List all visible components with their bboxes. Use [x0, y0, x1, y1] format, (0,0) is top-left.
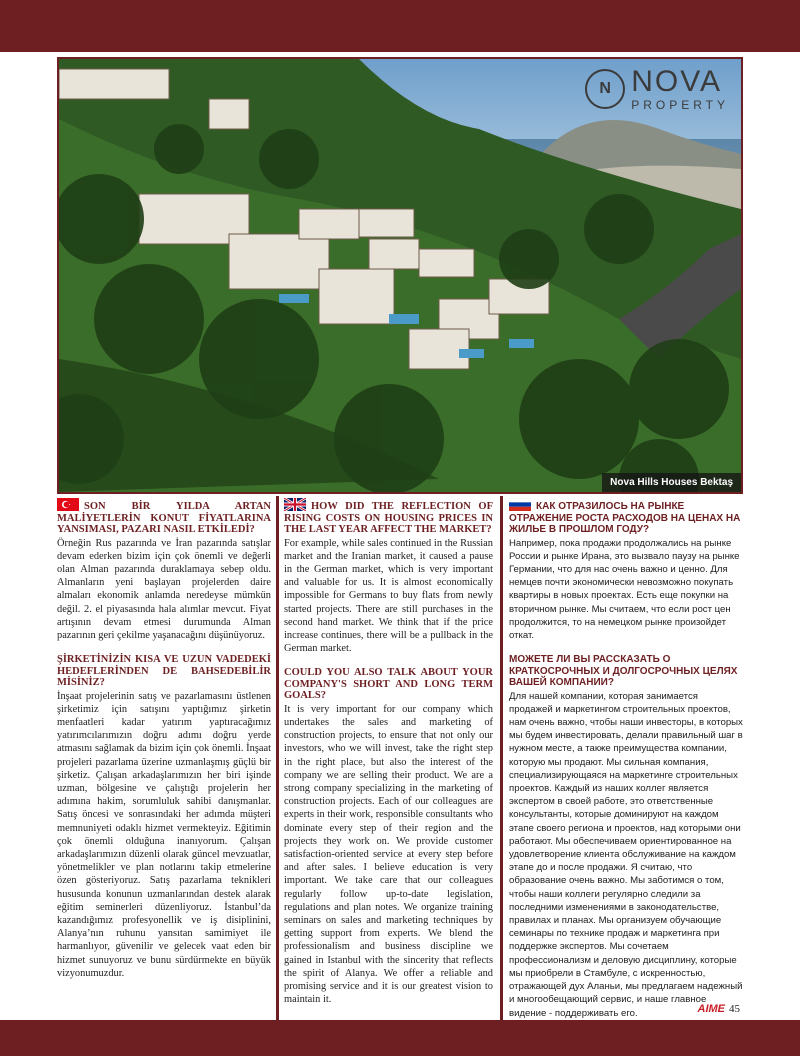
- column-divider: [276, 496, 279, 1020]
- magazine-logo: AIME: [697, 1003, 725, 1015]
- question-heading: HOW DID THE REFLECTION OF RISING COSTS ON HOUSING PRICES IN THE LAST YEAR AFFECT THE MARKET?: [284, 498, 493, 536]
- photo-caption: Nova Hills Houses Bektaş: [602, 473, 741, 492]
- turkish-column: [57, 498, 271, 1020]
- uk-flag-icon: [284, 498, 306, 511]
- question-heading: МОЖЕТЕ ЛИ ВЫ РАССКАЗАТЬ О КРАТКОСРОЧНЫХ И ДОЛГОСРОЧНЫХ ЦЕЛЯХ ВАШЕЙ КОМПАНИИ?: [509, 654, 738, 689]
- english-column: [284, 498, 493, 1020]
- logo-mark: N: [585, 69, 625, 109]
- bottom-color-bar: [0, 1020, 800, 1056]
- russian-column: [509, 498, 743, 1020]
- question-heading: ŞİRKETİNİZİN KISA VE UZUN VADEDEKİ HEDEFLERİNDEN DE BAHSEDEBİLİR MİSİNİZ?: [57, 654, 271, 689]
- nova-property-logo: [585, 67, 729, 111]
- question-heading: COULD YOU ALSO TALK ABOUT YOUR COMPANY'S SHORT AND LONG TERM GOALS?: [284, 667, 493, 702]
- answer-paragraph: İnşaat projelerinin satış ve pazarlamasını üstlenen şirketimiz için satışını yaptığımız şirketin menfaatleri kadar yatırım yaptıracağımız yatırımcılarımızın doğru adımı doğru yerde atmasını sağlamak da bizim için çok önemli. İnşaat projeleri pazarlama üzerine uzmanlaşmış güçlü bir şirketiz. Çalışan arkadaşlarımızın her biri işinde uzman, bölgesine ve çalıştığı projelerin her adımına hakim, sorumluluk sahibi danışmanlar. Satış öncesi ve sonrasındaki her adımda müşteri memnuniyeti odaklı hizmet vermekteyiz. Eğitimin çok önemli olduğuna inanıyorum. Çalışan arkadaşlarımızın düzenli olarak güncel mevzuatlar, yönetmelikler ve plan notlarını takip etmelerine özen gösteriyoruz. Satış pazarlama teknikleri hususunda konunun uzmanlarından destek alarak eğitim seminerleri düzenliyoruz. İstanbul’da kazandığımız profesyonellik ve iş disiplinini, Alanya’nın ruhunu yansıtan samimiyet ile harmanlıyor, güvenilir ve gelecek vaat eden bir hizmet sunuyoruz ve bunu sürdürmekte en büyük vizyonumuzdur.: [57, 690, 271, 979]
- logo-name: NOVA: [631, 65, 722, 98]
- russian-flag-icon: [509, 498, 531, 511]
- page-number: 45: [729, 1003, 740, 1015]
- answer-paragraph: Для нашей компании, которая занимается продажей и маркетингом строительных проектов, нам очень важно, чтобы наши инвесторы, в которых мы будем инвестировать, делали правильный шаг в нужном месте, а также преимущества компании, которую мы продают. Мы сильная компания, специализирующаяся на маркетинге строительных проектов. Каждый из наших коллег является экспертом в своей работе, это ответственные консультанты, которые доминируют на каждом этапе своего региона и проектов, над которыми они работают. Мы обеспечиваем ориентированное на удовлетворение клиента обслуживание на каждом этапе до и после продажи. Я считаю, что образование очень важно. Мы заботимся о том, чтобы наши коллеги регулярно следили за последними изменениями в законодательстве, правилах и планах. Мы организуем обучающие семинары по технике продаж и маркетинга при поддержке экспертов. Мы сочетаем профессионализм и деловую дисциплину, которые мы приобрели в Стамбуле, с искренностью, отражающей дух Аланьи, мы предлагаем надежный и многообещающий сервис, и наше главное видение - поддерживать его.: [509, 690, 743, 1019]
- answer-paragraph: Например, пока продажи продолжались на рынке России и рынке Ирана, это вызвало паузу на рынке Германии, что для нас очень важно и ценно. Для немцев почти экономически невозможно покупать квартиры в новых проектах. Есть еще покупки на вторичном рынке. Мы считаем, что если рост цен продолжится, то на немецком рынке произойдет откат.: [509, 537, 740, 641]
- answer-paragraph: For example, while sales continued in the Russian market and the Iranian market, it caused a pause in the German market, which is very important and valuable for us. It is almost economically impossible for Germans to buy flats from newly started projects. There are still purchases in the second hand market. We think that if the price increase continues, there will be a pullback in the German market.: [284, 537, 493, 655]
- question-heading: КАК ОТРАЗИЛОСЬ НА РЫНКЕ ОТРАЖЕНИЕ РОСТА РАСХОДОВ НА ЦЕНАХ НА ЖИЛЬЕ В ПРОШЛОМ ГОДУ?: [509, 498, 743, 536]
- question-heading: SON BİR YILDA ARTAN MALİYETLERİN KONUT FİYATLARINA YANSIMASI, PAZARI NASIL ETKİLEDİ?: [57, 498, 271, 536]
- logo-subtitle: PROPERTY: [631, 98, 729, 112]
- top-color-bar: [0, 0, 800, 52]
- hero-photo: [57, 57, 743, 494]
- column-divider: [500, 496, 503, 1020]
- answer-paragraph: Örneğin Rus pazarında ve İran pazarında satışlar devam ederken bizim için çok önemli ve değerli olan Alman pazarında duraklamaya sebep oldu. Almanların yeni başlayan projelerden daire almaları ekonomik anlamda neredeyse mümkün değil. 2. el piyasasında hala alımlar mevcut. Fiyat artışının devam etmesi durumunda Alman pazarının geri çekilme yaşanacağını düşünüyoruz.: [57, 537, 271, 641]
- answer-paragraph: It is very important for our company which undertakes the sales and marketing of construction projects, to ensure that not only our investors, who we will invest, take the right step in the right place, but also the interest of the company we are selling their product. We are a strong company specializing in the marketing of construction projects. Each of our colleagues are experts in their work, responsible consultants who dominate every step of their region and the projects they work on. We provide customer satisfaction-oriented service at every step before and after sales. I believe education is very important. We take care that our colleagues regularly follow up-to-date legislation, regulations and plan notes. We organize training seminars on sales and marketing techniques by getting support from experts. We blend the professionalism and business discipline we gained in Istanbul with the sincerity that reflects the spirit of Alanya. We offer a reliable and promising service and it is our greatest vision to maintain it.: [284, 703, 493, 1006]
- turkish-flag-icon: [57, 498, 79, 511]
- villa-hillside-illustration: [59, 59, 741, 492]
- page-footer: [698, 1003, 741, 1015]
